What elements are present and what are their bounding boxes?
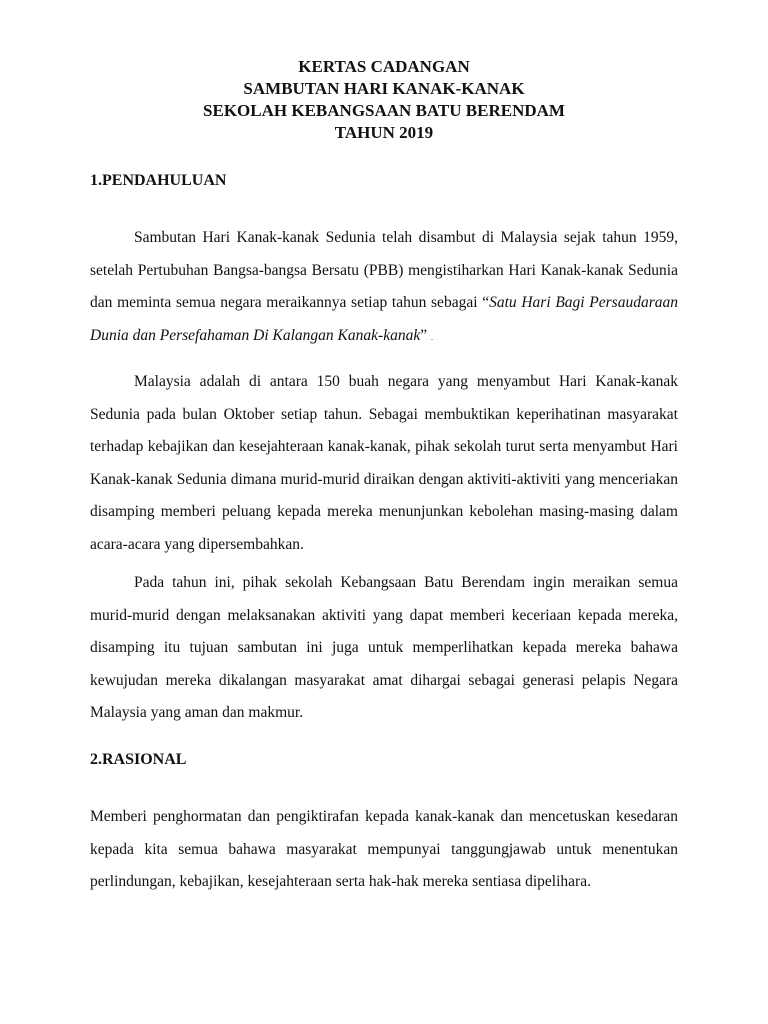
title-line-2: SAMBUTAN HARI KANAK-KANAK	[243, 79, 525, 98]
paragraph-text: Sambutan Hari Kanak-kanak Sedunia telah disambut di Malaysia sejak tahun 1959, setelah Pertubuhan Bangsa-bangsa Bersatu (PBB) mengistiharkan Hari Kanak-kanak Sedunia dan meminta semua negara meraikannya setiap tahun sebagai “	[90, 229, 678, 311]
trailing-dot: .	[430, 332, 433, 342]
title-line-3: SEKOLAH KEBANGSAAN BATU BERENDAM	[203, 101, 565, 120]
title-line-1: KERTAS CADANGAN	[298, 57, 470, 76]
paragraph-pendahuluan-1	[90, 222, 678, 354]
quoted-motto: Satu Hari Bagi Persaudaraan Dunia dan Persefahaman Di Kalangan Kanak-kanak	[90, 294, 678, 344]
paragraph-rasional-1: Memberi penghormatan dan pengiktirafan kepada kanak-kanak dan mencetuskan kesedaran kepada kita semua bahawa masyarakat mempunyai tanggungjawab untuk menentukan perlindungan, kebajikan, kesejahteraan serta hak-hak mereka sentiasa dipelihara.	[90, 808, 678, 890]
paragraph-pendahuluan-2: Malaysia adalah di antara 150 buah negara yang menyambut Hari Kanak-kanak Sedunia pada bulan Oktober setiap tahun. Sebagai membuktikan keperihatinan masyarakat terhadap kebajikan dan kesejahteraan kanak-kanak, pihak sekolah turut serta menyambut Hari Kanak-kanak Sedunia dimana murid-murid diraikan dengan aktiviti-aktiviti yang menceriakan disamping memberi peluang kepada mereka menunjunkan kebolehan masing-masing dalam acara-acara yang dipersembahkan.	[90, 373, 678, 553]
closing-quote: ”	[420, 326, 428, 344]
paragraph-pendahuluan-3: Pada tahun ini, pihak sekolah Kebangsaan Batu Berendam ingin meraikan semua murid-murid dengan melaksanakan aktiviti yang dapat memberi keceriaan kepada mereka, disamping itu tujuan sambutan ini juga untuk memperlihatkan kepada mereka bahawa kewujudan mereka dikalangan masyarakat amat dihargai sebagai generasi pelapis Negara Malaysia yang aman dan makmur.	[90, 574, 678, 721]
section-heading-pendahuluan: 1.PENDAHULUAN	[90, 172, 227, 189]
title-line-4: TAHUN 2019	[334, 123, 434, 142]
section-heading-rasional: 2.RASIONAL	[90, 751, 187, 768]
document-title	[0, 56, 768, 144]
